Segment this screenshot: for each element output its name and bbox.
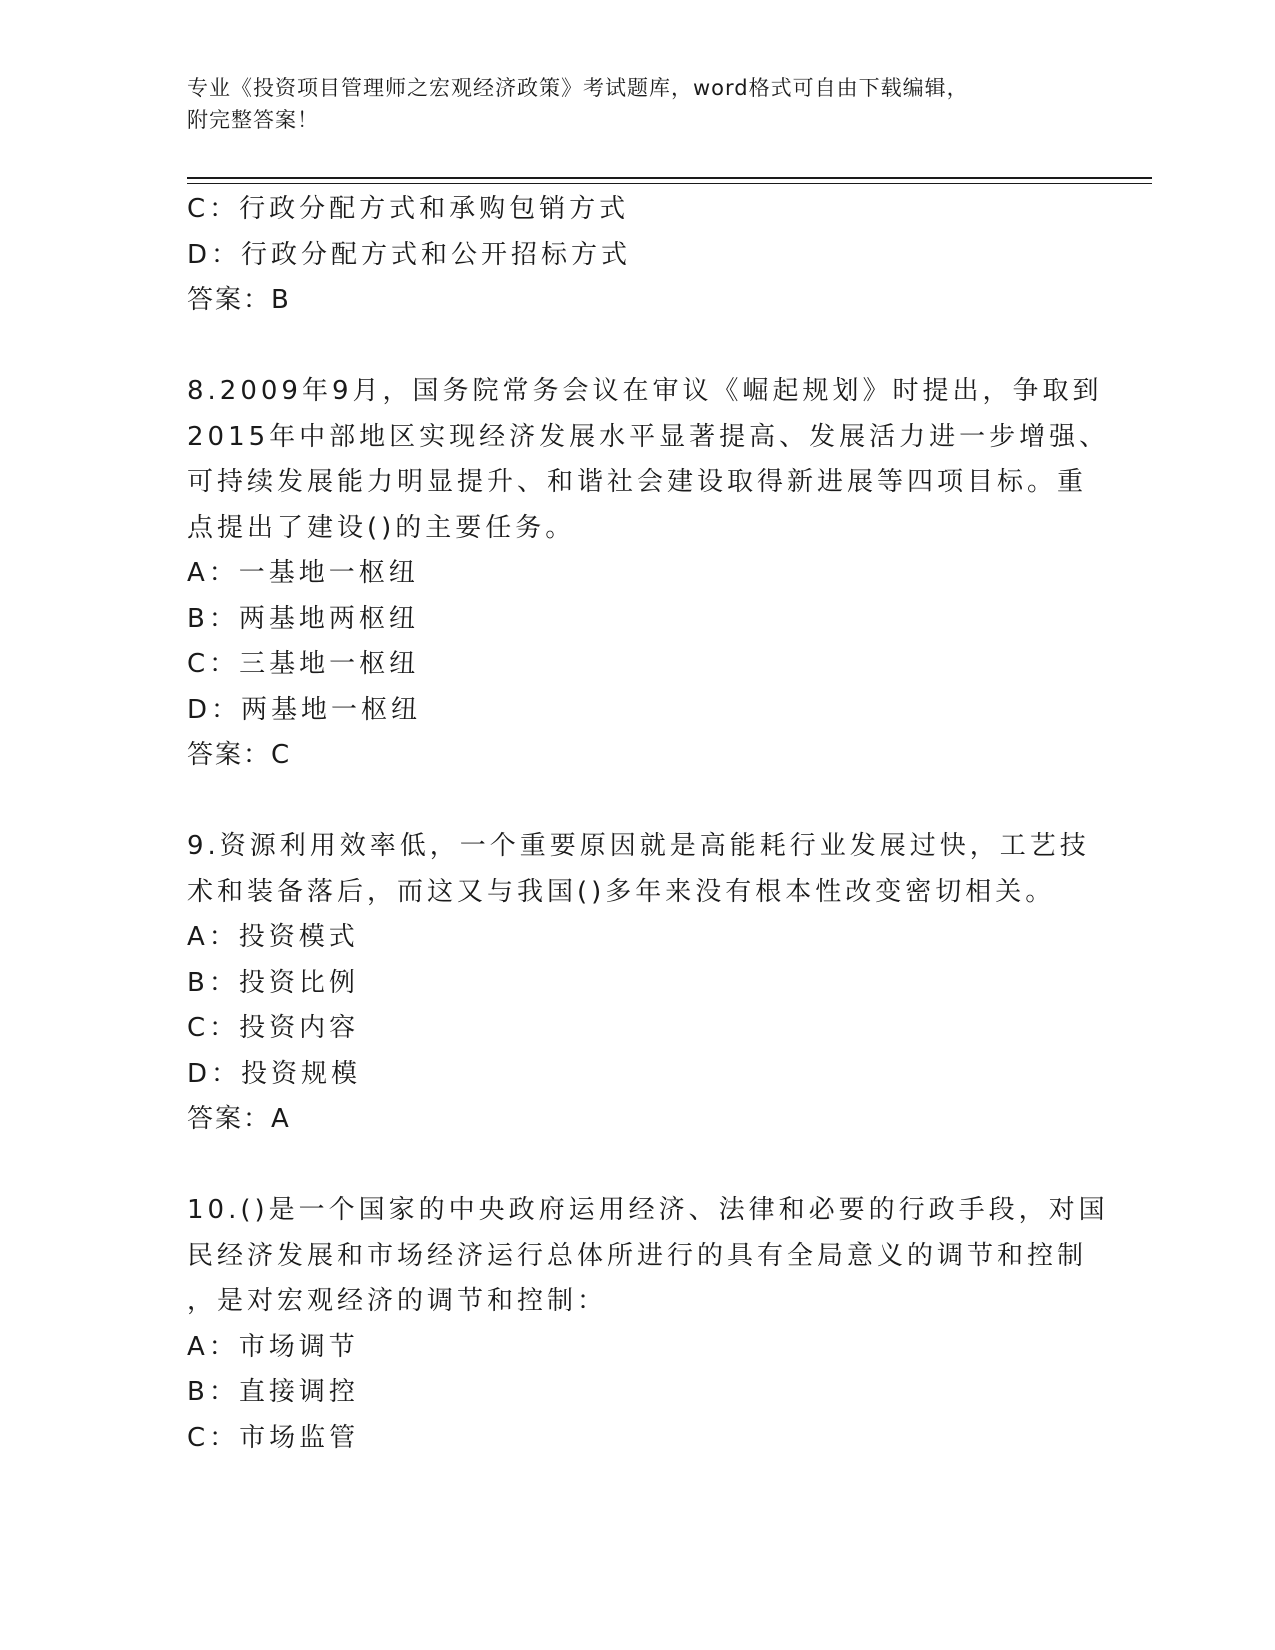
question-text-line: 术和装备落后，而这又与我国()多年来没有根本性改变密切相关。 bbox=[187, 876, 1056, 907]
question-text-line: 8.2009年9月，国务院常务会议在审议《崛起规划》时提出，争取到 bbox=[187, 376, 1103, 406]
option-d: D：两基地一枢纽 bbox=[187, 694, 422, 725]
question-list bbox=[187, 187, 1110, 1461]
spacer bbox=[187, 779, 1067, 825]
option-c: C：市场监管 bbox=[187, 1422, 360, 1453]
header-line-2: 附完整答案！ bbox=[187, 108, 319, 132]
option-d: D：行政分配方式和公开招标方式 bbox=[187, 239, 632, 270]
answer-line: 答案：C bbox=[187, 740, 292, 770]
page-header bbox=[187, 72, 1047, 136]
header-line-1: 专业《投资项目管理师之宏观经济政策》考试题库，word格式可自由下载编辑， bbox=[187, 76, 969, 100]
option-b: B：投资比例 bbox=[187, 967, 359, 998]
header-divider-thick bbox=[187, 177, 1152, 179]
option-d: D：投资规模 bbox=[187, 1058, 362, 1089]
question-carryover bbox=[187, 187, 1067, 324]
option-b: B：直接调控 bbox=[187, 1377, 359, 1407]
spacer bbox=[187, 1143, 1067, 1189]
option-a: A：投资模式 bbox=[187, 922, 359, 952]
option-a: A：一基地一枢纽 bbox=[187, 558, 419, 588]
question-text-line: 10.()是一个国家的中央政府运用经济、法律和必要的行政手段，对国 bbox=[187, 1195, 1109, 1225]
answer-line: 答案：B bbox=[187, 285, 291, 315]
spacer bbox=[187, 324, 1067, 370]
question-9 bbox=[187, 824, 1090, 1143]
question-text-line: 9.资源利用效率低，一个重要原因就是高能耗行业发展过快，工艺技 bbox=[187, 831, 1090, 861]
question-text-line: 民经济发展和市场经济运行总体所进行的具有全局意义的调节和控制 bbox=[187, 1240, 1088, 1271]
question-text-line: ，是对宏观经济的调节和控制： bbox=[187, 1286, 608, 1316]
answer-line: 答案：A bbox=[187, 1104, 291, 1134]
option-c: C：行政分配方式和承购包销方式 bbox=[187, 194, 630, 224]
question-text-line: 点提出了建设()的主要任务。 bbox=[187, 512, 576, 543]
question-8 bbox=[187, 369, 1110, 779]
option-b: B：两基地两枢纽 bbox=[187, 603, 419, 634]
header-divider-thin bbox=[187, 183, 1152, 184]
option-c: C：三基地一枢纽 bbox=[187, 649, 420, 679]
option-a: A：市场调节 bbox=[187, 1331, 359, 1362]
question-text-line: 2015年中部地区实现经济发展水平显著提高、发展活力进一步增强、 bbox=[187, 421, 1110, 452]
option-c: C：投资内容 bbox=[187, 1013, 360, 1043]
question-text-line: 可持续发展能力明显提升、和谐社会建设取得新进展等四项目标。重 bbox=[187, 467, 1088, 497]
question-10 bbox=[187, 1188, 1109, 1461]
